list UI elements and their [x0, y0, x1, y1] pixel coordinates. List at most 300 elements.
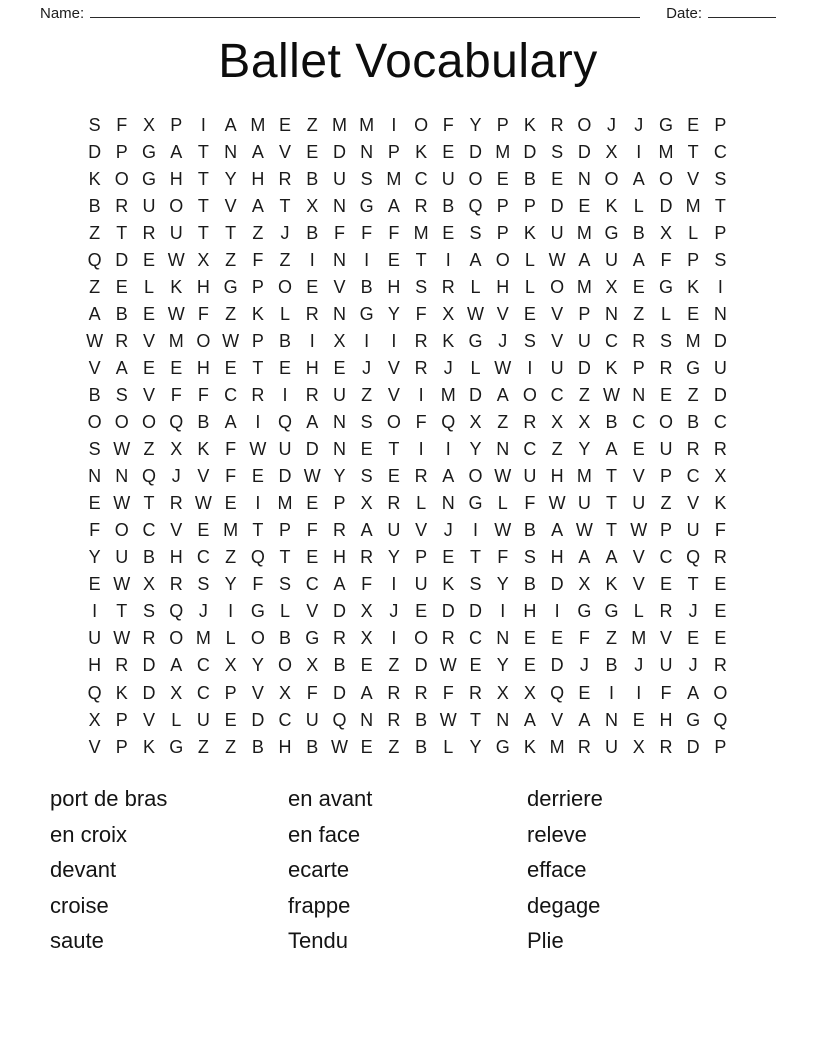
grid-letter: U — [659, 655, 673, 676]
grid-letter: I — [500, 601, 506, 622]
grid-letter: G — [577, 601, 592, 622]
grid-letter: T — [470, 547, 482, 568]
grid-letter: N — [224, 141, 238, 162]
grid-letter: R — [332, 628, 346, 649]
grid-letter: J — [688, 655, 698, 676]
grid-letter: F — [306, 682, 318, 703]
grid-letter: M — [658, 141, 674, 162]
grid-letter: B — [415, 709, 428, 730]
grid-letter: R — [686, 439, 700, 460]
grid-letter: W — [249, 439, 267, 460]
grid-letter: H — [169, 168, 183, 189]
grid-letter: G — [169, 736, 184, 757]
grid-letter: P — [115, 709, 128, 730]
grid-letter: R — [251, 384, 265, 405]
grid-letter: S — [360, 412, 373, 433]
grid-letter: C — [713, 141, 727, 162]
grid-letter: R — [441, 276, 455, 297]
word-item: port de bras — [50, 786, 168, 811]
grid-letter: E — [115, 276, 128, 297]
grid-letter: P — [224, 682, 237, 703]
grid-letter: K — [605, 574, 618, 595]
grid-letter: S — [551, 141, 564, 162]
grid-letter: Y — [469, 736, 482, 757]
grid-letter: W — [86, 330, 104, 351]
grid-letter: W — [330, 736, 348, 757]
date-blank-line — [708, 2, 776, 18]
grid-letter: N — [713, 303, 727, 324]
grid-letter: E — [387, 466, 400, 487]
grid-letter: T — [470, 709, 482, 730]
grid-letter: T — [197, 195, 209, 216]
grid-letter: H — [88, 655, 102, 676]
grid-letter: Y — [224, 168, 237, 189]
grid-letter: X — [143, 574, 156, 595]
grid-letter: H — [387, 276, 401, 297]
grid-letter: O — [468, 466, 483, 487]
grid-letter: O — [604, 168, 619, 189]
grid-letter: F — [442, 682, 454, 703]
word-item: Tendu — [288, 928, 348, 954]
grid-letter: U — [305, 709, 319, 730]
grid-letter: Y — [88, 547, 101, 568]
grid-letter: F — [497, 547, 509, 568]
grid-letter: U — [387, 520, 401, 541]
grid-letter: W — [167, 303, 185, 324]
grid-letter: L — [688, 222, 699, 243]
grid-letter: Z — [89, 222, 101, 243]
grid-letter: Q — [169, 412, 184, 433]
grid-letter: L — [470, 357, 481, 378]
grid-letter: D — [550, 655, 564, 676]
grid-letter: K — [605, 195, 618, 216]
grid-letter: E — [224, 709, 237, 730]
grid-letter: X — [279, 682, 292, 703]
grid-letter: B — [143, 547, 156, 568]
grid-letter: I — [200, 114, 206, 135]
grid-letter: W — [439, 709, 457, 730]
grid-letter: I — [255, 412, 261, 433]
grid-letter: J — [607, 114, 617, 135]
grid-letter: O — [169, 195, 184, 216]
grid-letter: T — [116, 601, 128, 622]
grid-letter: J — [280, 222, 290, 243]
grid-letter: Y — [469, 439, 482, 460]
grid-letter: F — [415, 303, 427, 324]
grid-letter: T — [606, 466, 618, 487]
grid-letter: E — [632, 276, 645, 297]
grid-letter: E — [143, 303, 156, 324]
grid-letter: I — [255, 493, 261, 514]
grid-letter: E — [306, 141, 319, 162]
grid-letter: I — [527, 357, 533, 378]
grid-letter: M — [576, 276, 592, 297]
grid-letter: L — [280, 303, 291, 324]
grid-letter: F — [361, 222, 373, 243]
grid-letter: R — [360, 547, 374, 568]
grid-letter: I — [445, 249, 451, 270]
grid-letter: X — [197, 249, 210, 270]
grid-letter: F — [578, 628, 590, 649]
grid-letter: U — [196, 709, 210, 730]
grid-letter: S — [88, 439, 101, 460]
grid-letter: N — [332, 195, 346, 216]
grid-letter: D — [686, 736, 700, 757]
grid-letter: U — [550, 222, 564, 243]
grid-letter: I — [473, 520, 479, 541]
grid-letter: R — [387, 709, 401, 730]
grid-letter: E — [306, 276, 319, 297]
grid-letter: Q — [250, 547, 265, 568]
grid-letter: U — [278, 439, 292, 460]
grid-letter: B — [523, 168, 536, 189]
grid-letter: X — [306, 195, 319, 216]
grid-letter: V — [687, 493, 700, 514]
grid-letter: R — [142, 628, 156, 649]
grid-letter: X — [442, 303, 455, 324]
grid-letter: E — [551, 168, 564, 189]
grid-letter: O — [114, 412, 129, 433]
grid-letter: J — [443, 520, 453, 541]
grid-letter: X — [605, 141, 618, 162]
grid-letter: O — [278, 655, 293, 676]
grid-letter: U — [659, 439, 673, 460]
grid-letter: G — [468, 330, 483, 351]
date-label: Date: — [666, 5, 702, 22]
grid-letter: W — [548, 493, 566, 514]
grid-letter: A — [578, 249, 591, 270]
word-item: efface — [527, 857, 587, 883]
grid-letter: A — [496, 384, 509, 405]
grid-letter: U — [88, 628, 102, 649]
grid-letter: N — [605, 303, 619, 324]
grid-letter: R — [659, 736, 673, 757]
grid-letter: X — [224, 655, 237, 676]
grid-letter: C — [659, 547, 673, 568]
grid-letter: M — [195, 628, 211, 649]
grid-letter: G — [305, 628, 320, 649]
grid-letter: A — [224, 114, 237, 135]
grid-letter: R — [713, 547, 727, 568]
grid-letter: X — [333, 330, 346, 351]
grid-letter: Y — [333, 466, 346, 487]
grid-letter: Z — [225, 547, 237, 568]
grid-letter: U — [550, 357, 564, 378]
grid-letter: L — [416, 493, 427, 514]
grid-letter: W — [494, 357, 512, 378]
grid-letter: Y — [578, 439, 591, 460]
word-list-column — [527, 781, 776, 959]
grid-letter: D — [523, 141, 537, 162]
grid-letter: R — [387, 682, 401, 703]
grid-letter: O — [142, 412, 157, 433]
grid-letter: F — [252, 249, 264, 270]
grid-letter: M — [685, 330, 701, 351]
grid-letter: A — [170, 141, 183, 162]
grid-letter: O — [114, 168, 129, 189]
grid-letter: X — [496, 682, 509, 703]
grid-letter: N — [360, 141, 374, 162]
grid-letter: M — [277, 493, 293, 514]
grid-letter: Q — [686, 547, 701, 568]
grid-letter: J — [198, 601, 208, 622]
grid-letter: A — [387, 195, 400, 216]
grid-letter: F — [197, 384, 209, 405]
grid-letter: D — [305, 439, 319, 460]
grid-letter: F — [197, 303, 209, 324]
grid-letter: B — [251, 736, 264, 757]
grid-letter: G — [604, 601, 619, 622]
grid-letter: K — [714, 493, 727, 514]
grid-letter: N — [88, 466, 102, 487]
grid-letter: B — [605, 412, 618, 433]
grid-letter: T — [197, 141, 209, 162]
grid-letter: Q — [713, 709, 728, 730]
grid-letter: N — [496, 628, 510, 649]
grid-letter: G — [142, 168, 157, 189]
grid-letter: X — [578, 574, 591, 595]
grid-letter: P — [687, 249, 700, 270]
grid-letter: A — [251, 141, 264, 162]
grid-letter: G — [142, 141, 157, 162]
grid-letter: V — [551, 330, 564, 351]
grid-letter: A — [578, 709, 591, 730]
grid-letter: E — [360, 439, 373, 460]
grid-letter: E — [170, 357, 183, 378]
grid-letter: C — [305, 574, 319, 595]
grid-letter: X — [605, 276, 618, 297]
grid-letter: S — [714, 249, 727, 270]
grid-letter: O — [114, 520, 129, 541]
grid-letter: T — [687, 574, 699, 595]
grid-letter: G — [495, 736, 510, 757]
grid-letter: S — [143, 601, 156, 622]
grid-letter: T — [197, 168, 209, 189]
grid-letter: J — [389, 601, 399, 622]
grid-letter: Y — [224, 574, 237, 595]
grid-letter: Y — [251, 655, 264, 676]
grid-letter: P — [496, 114, 509, 135]
grid-letter: E — [251, 466, 264, 487]
grid-letter: N — [577, 168, 591, 189]
grid-letter: U — [441, 168, 455, 189]
grid-letter: S — [360, 466, 373, 487]
word-item: releve — [527, 821, 587, 847]
grid-letter: P — [659, 520, 672, 541]
grid-letter: N — [360, 709, 374, 730]
grid-letter: X — [714, 466, 727, 487]
grid-letter: C — [713, 412, 727, 433]
grid-letter: Z — [388, 736, 400, 757]
grid-letter: K — [605, 357, 618, 378]
grid-letter: R — [332, 520, 346, 541]
grid-letter: L — [225, 628, 236, 649]
grid-letter: O — [169, 628, 184, 649]
word-item: ecarte — [288, 857, 350, 883]
grid-letter: D — [88, 141, 102, 162]
grid-letter: V — [387, 384, 400, 405]
grid-letter: W — [467, 303, 485, 324]
grid-letter: R — [115, 655, 129, 676]
grid-letter: K — [687, 276, 700, 297]
grid-letter: R — [414, 195, 428, 216]
grid-letter: W — [113, 439, 131, 460]
grid-letter: V — [632, 466, 645, 487]
word-item: devant — [50, 857, 117, 883]
grid-letter: C — [605, 330, 619, 351]
grid-letter: A — [469, 249, 482, 270]
grid-letter: K — [442, 330, 455, 351]
grid-letter: W — [630, 520, 648, 541]
grid-letter: Z — [225, 249, 237, 270]
grid-letter: O — [87, 412, 102, 433]
grid-letter: G — [658, 276, 673, 297]
grid-letter: P — [115, 736, 128, 757]
grid-letter: P — [279, 520, 292, 541]
grid-letter: Q — [142, 466, 157, 487]
grid-letter: H — [523, 601, 537, 622]
grid-letter: I — [554, 601, 560, 622]
grid-letter: E — [523, 655, 536, 676]
grid-letter: P — [170, 114, 183, 135]
word-item: degage — [527, 892, 601, 918]
grid-letter: M — [576, 466, 592, 487]
grid-letter: Q — [441, 412, 456, 433]
grid-letter: K — [442, 574, 455, 595]
grid-letter: L — [144, 276, 155, 297]
grid-letter: A — [170, 655, 183, 676]
grid-letter: I — [609, 682, 615, 703]
grid-letter: A — [88, 303, 101, 324]
grid-letter: Q — [87, 682, 102, 703]
grid-letter: W — [113, 493, 131, 514]
grid-letter: C — [196, 682, 210, 703]
grid-letter: E — [442, 222, 455, 243]
grid-letter: R — [142, 222, 156, 243]
grid-letter: X — [360, 628, 373, 649]
grid-letter: O — [522, 384, 537, 405]
grid-letter: W — [575, 520, 593, 541]
grid-letter: E — [360, 736, 373, 757]
grid-letter: V — [659, 628, 672, 649]
grid-letter: C — [142, 520, 156, 541]
grid-letter: M — [413, 222, 429, 243]
grid-letter: B — [88, 384, 101, 405]
grid-letter: C — [196, 655, 210, 676]
grid-letter: G — [686, 709, 701, 730]
grid-letter: U — [577, 330, 591, 351]
grid-letter: C — [414, 168, 428, 189]
grid-letter: T — [415, 249, 427, 270]
grid-letter: E — [442, 141, 455, 162]
grid-letter: F — [252, 574, 264, 595]
grid-letter: V — [143, 384, 156, 405]
grid-letter: D — [469, 601, 483, 622]
grid-letter: D — [142, 682, 156, 703]
grid-letter: J — [634, 114, 644, 135]
grid-letter: E — [442, 547, 455, 568]
grid-letter: Y — [387, 547, 400, 568]
grid-letter: I — [418, 439, 424, 460]
grid-letter: U — [414, 574, 428, 595]
grid-letter: X — [88, 709, 101, 730]
grid-letter: Q — [550, 682, 565, 703]
grid-letter: E — [687, 114, 700, 135]
grid-letter: N — [332, 249, 346, 270]
grid-letter: L — [280, 601, 291, 622]
grid-letter: D — [577, 141, 591, 162]
grid-letter: E — [306, 493, 319, 514]
grid-letter: I — [445, 439, 451, 460]
grid-letter: R — [115, 195, 129, 216]
grid-letter: S — [469, 574, 482, 595]
grid-letter: R — [523, 412, 537, 433]
grid-letter: Y — [496, 574, 509, 595]
word-list-column — [50, 781, 288, 959]
grid-letter: P — [251, 276, 264, 297]
grid-letter: X — [170, 682, 183, 703]
grid-letter: B — [197, 412, 210, 433]
grid-letter: H — [196, 276, 210, 297]
grid-letter: R — [713, 439, 727, 460]
grid-letter: S — [714, 168, 727, 189]
grid-letter: T — [388, 439, 400, 460]
grid-letter: H — [278, 736, 292, 757]
grid-letter: O — [713, 682, 728, 703]
grid-letter: D — [441, 601, 455, 622]
grid-letter: M — [250, 114, 266, 135]
grid-letter: Z — [361, 384, 373, 405]
grid-letter: B — [306, 222, 319, 243]
grid-letter: E — [687, 303, 700, 324]
grid-letter: U — [632, 493, 646, 514]
grid-letter: U — [169, 222, 183, 243]
grid-letter: T — [714, 195, 726, 216]
header — [40, 2, 776, 22]
grid-letter: L — [443, 736, 454, 757]
grid-letter: B — [687, 412, 700, 433]
grid-letter: X — [360, 601, 373, 622]
grid-letter: A — [523, 709, 536, 730]
grid-letter: X — [632, 736, 645, 757]
grid-letter: R — [305, 384, 319, 405]
grid-letter: V — [496, 303, 509, 324]
grid-letter: E — [88, 493, 101, 514]
grid-letter: F — [306, 520, 318, 541]
grid-letter: K — [88, 168, 101, 189]
grid-letter: S — [469, 222, 482, 243]
grid-letter: M — [631, 628, 647, 649]
grid-letter: U — [115, 547, 129, 568]
grid-letter: F — [225, 439, 237, 460]
grid-letter: Z — [143, 439, 155, 460]
grid-letter: S — [88, 114, 101, 135]
grid-letter: V — [551, 709, 564, 730]
grid-letter: F — [660, 249, 672, 270]
grid-letter: Z — [633, 303, 645, 324]
grid-letter: S — [659, 330, 672, 351]
grid-letter: Z — [279, 249, 291, 270]
grid-letter: H — [169, 547, 183, 568]
grid-letter: P — [523, 195, 536, 216]
grid-letter: E — [143, 357, 156, 378]
grid-letter: A — [251, 195, 264, 216]
grid-letter: N — [332, 439, 346, 460]
grid-letter: X — [578, 412, 591, 433]
grid-letter: R — [387, 493, 401, 514]
grid-letter: I — [418, 384, 424, 405]
grid-letter: Q — [332, 709, 347, 730]
